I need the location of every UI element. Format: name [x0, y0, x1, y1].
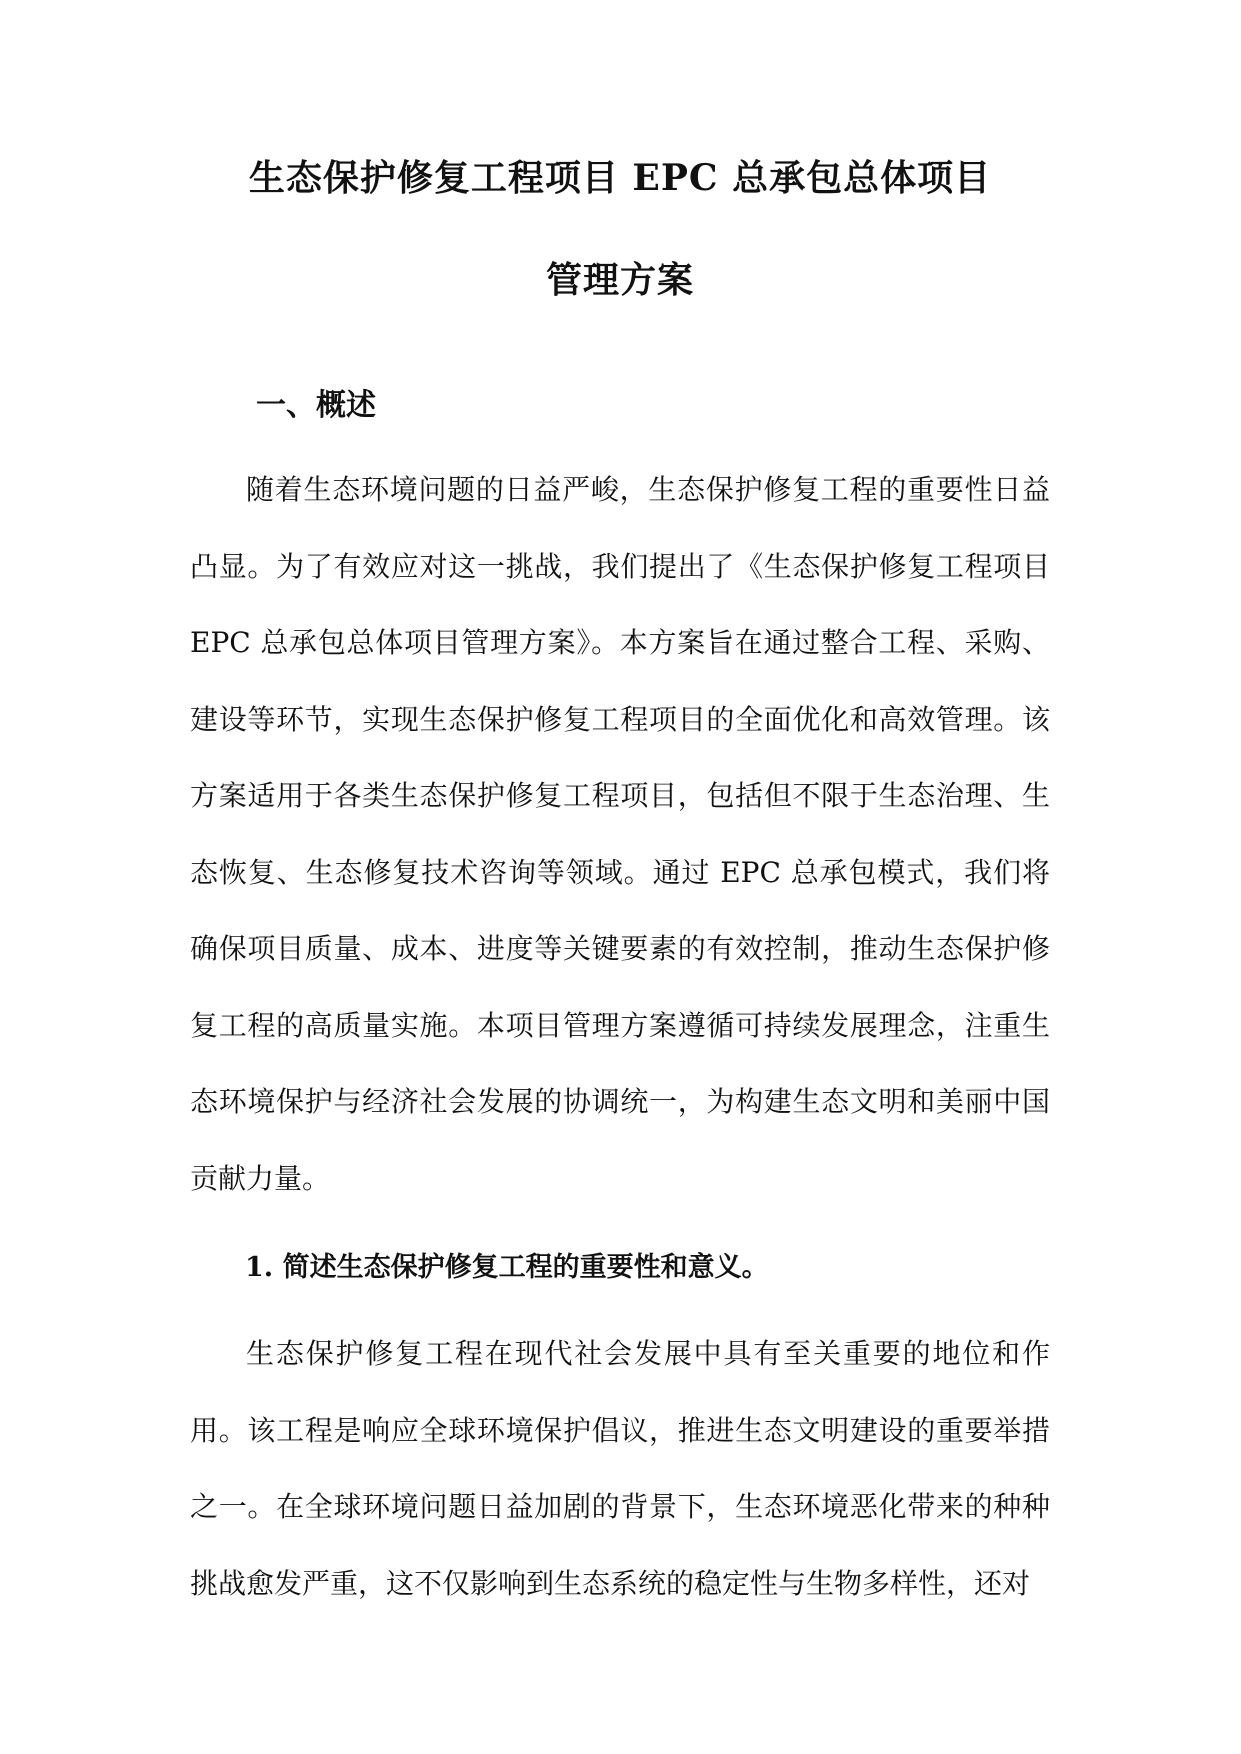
document-title-line-1: 生态保护修复工程项目 EPC 总承包总体项目	[248, 157, 992, 199]
section-heading-overview: 一、概述	[256, 388, 376, 423]
importance-paragraph: 生态保护修复工程在现代社会发展中具有至关重要的地位和作用。该工程是响应全球环境保护倡议，推进生态文明建设的重要举措之一。在全球环境问题日益加剧的背景下，生态环境恶化带来的种种挑战愈发严重，这不仅影响到生态系统的稳定性与生物多样性，还对	[190, 1337, 1050, 1600]
document-title-line-2: 管理方案	[545, 259, 694, 301]
overview-paragraph: 随着生态环境问题的日益严峻，生态保护修复工程的重要性日益凸显。为了有效应对这一挑战，我们提出了《生态保护修复工程项目EPC 总承包总体项目管理方案》。本方案旨在通过整合工程、采购、建设等环节，实现生态保护修复工程项目的全面优化和高效管理。该方案适用于各类生态保护修复工程项目，包括但不限于生态治理、生态恢复、生态修复技术咨询等领域。通过 EPC 总承包模式，我们将确保项目质量、成本、进度等关键要素的有效控制，推动生态保护修复工程的高质量实施。本项目管理方案遵循可持续发展理念，注重生态环境保护与经济社会发展的协调统一，为构建生态文明和美丽中国贡献力量。	[190, 473, 1050, 1195]
subsection-heading-importance: 1. 简述生态保护修复工程的重要性和意义。	[245, 1252, 769, 1283]
